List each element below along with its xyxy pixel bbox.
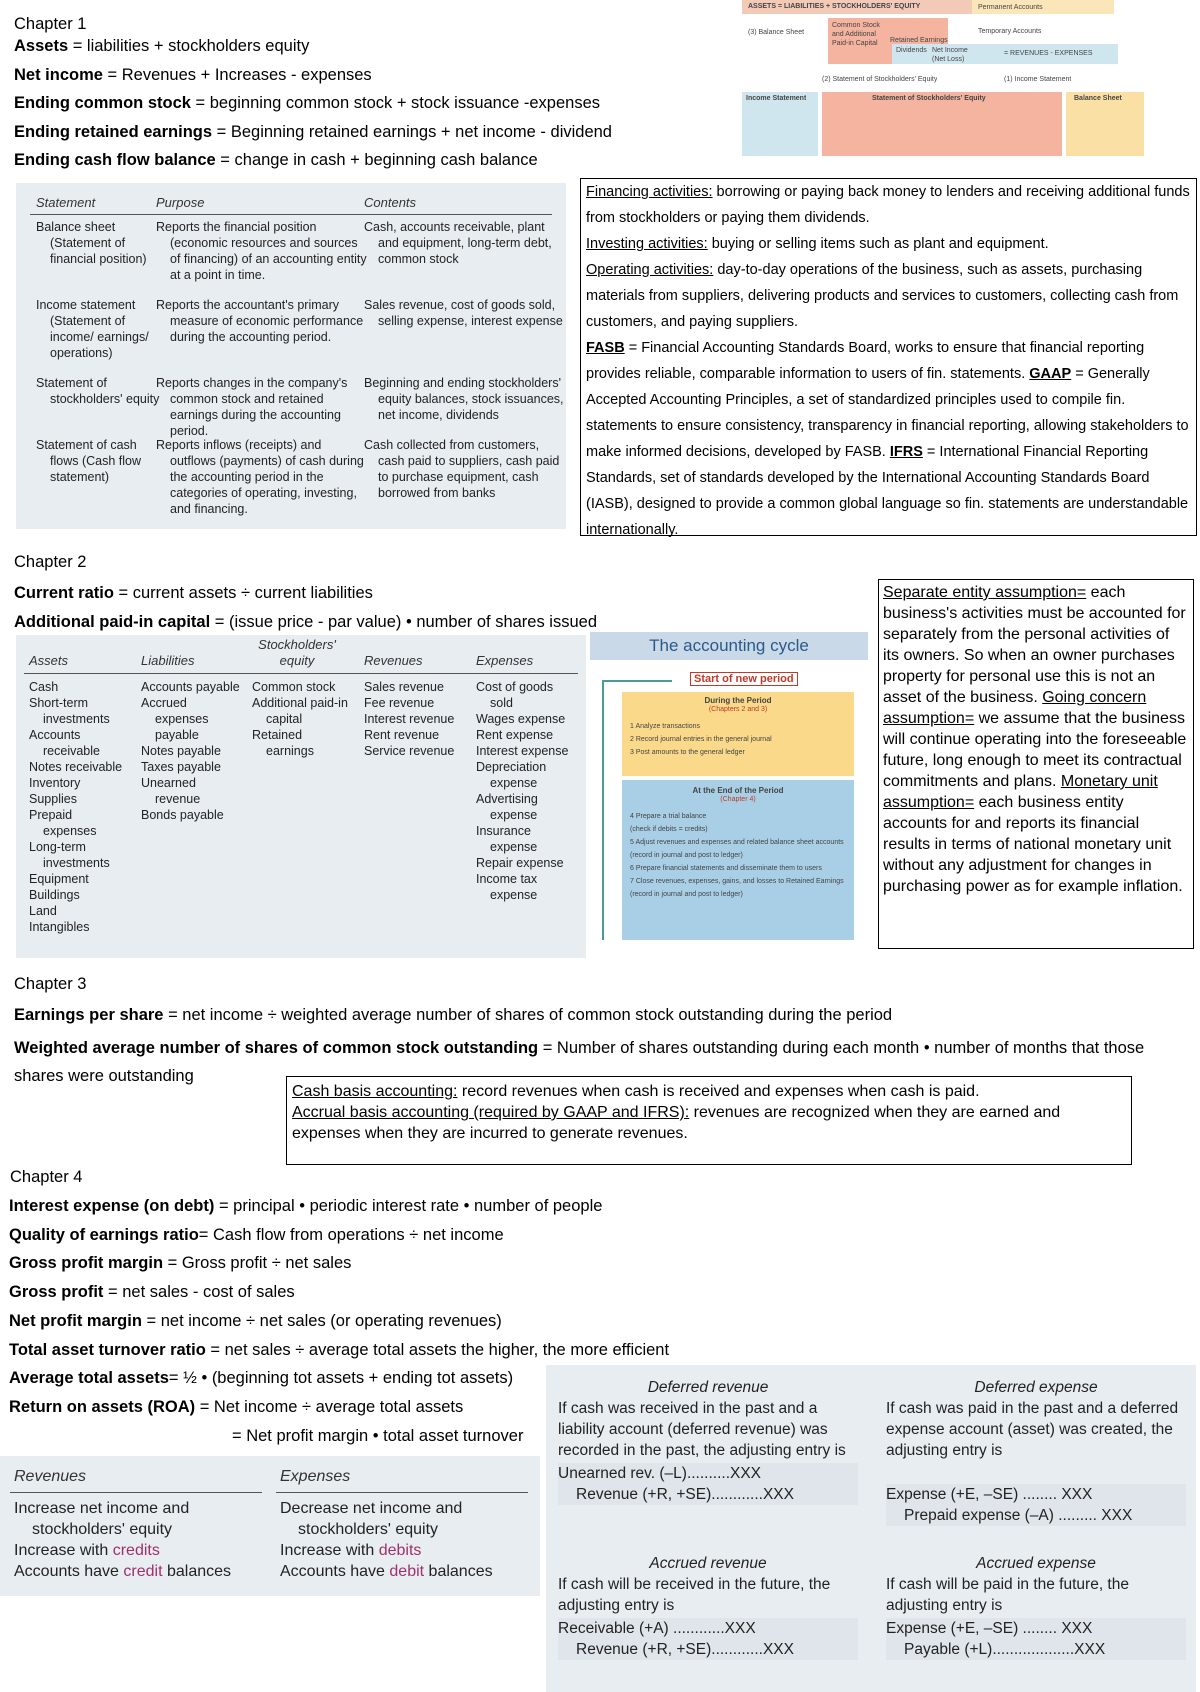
- list-item: Notes receivable: [29, 760, 123, 774]
- table-cell: Cash, accounts receivable, plant and equipment, long-term debt, common stock: [364, 220, 552, 266]
- cycle-steps-1: 1 Analyze transactions 2 Record journal entries in the general journal 3 Post amounts to the general ledger: [630, 723, 772, 756]
- cycle-end-box: At the End of the Period (Chapter 4) 4 Prepare a trial balance (check if debits = credits) 5 Adjust revenues and expenses and related balance sheet accounts (record in journal and post to ledger) 6 Prepare financial statements and disseminate them to users 7 Close revenues, expenses, gains, and losses to Retained Earnings (record in journal and post to ledger): [622, 780, 854, 940]
- list-item: Depreciation expense: [476, 760, 547, 790]
- formula-line: Assets = liabilities + stockholders equity: [14, 37, 310, 55]
- list-item: Buildings: [29, 888, 80, 902]
- deferred-expense-block: Deferred expense If cash was paid in the past and a deferred expense account (asset) was created, the adjusting entry is Expense (+E, –SE) ........ XXX Prepaid expense (–A) ......... XXX: [886, 1377, 1186, 1526]
- separate-entity-term: Separate entity assumption=: [883, 584, 1087, 601]
- diagram-b-se: Statement of Stockholders' Equity: [872, 95, 986, 102]
- gaap-term: GAAP: [1029, 366, 1072, 382]
- revenues-expenses-box: [0, 1456, 540, 1596]
- monetary-unit-term: Monetary unit assumption=: [883, 773, 1158, 811]
- diagram-rev-exp: = REVENUES - EXPENSES: [1004, 50, 1093, 57]
- table-cell: Income statement (Statement of income/ earnings/ operations): [36, 298, 149, 360]
- list-item: Wages expense: [476, 712, 566, 726]
- formula-line: Net income = Revenues + Increases - expenses: [14, 65, 372, 84]
- cycle-steps-2: 4 Prepare a trial balance (check if debits = credits) 5 Adjust revenues and expenses and related balance sheet accounts (record in journal and post to ledger) 6 Prepare financial statements and disseminate them to users 7 Close revenues, expenses, gains, and losses to Retained Earnings (record in journal and post to ledger): [630, 813, 844, 898]
- formula-line: Quality of earnings ratio= Cash flow from operations ÷ net income: [9, 1225, 504, 1244]
- list-item: Bonds payable: [141, 808, 224, 822]
- account-types-table: [16, 635, 586, 958]
- list-item: Supplies: [29, 792, 77, 806]
- account-column-liabilities: [141, 679, 241, 823]
- list-item: Taxes payable: [141, 760, 221, 774]
- formula-line: Total asset turnover ratio = net sales ÷ average total assets the higher, the more efficient: [9, 1340, 670, 1359]
- list-item: Retained earnings: [252, 728, 314, 758]
- accrued-revenue-block: Accrued revenue If cash will be received in the future, the adjusting entry is Receivable (+A) ............XXX Revenue (+R, +SE)............XXX: [558, 1553, 858, 1660]
- table-cell: Sales revenue, cost of goods sold, selling expense, interest expense: [364, 298, 563, 328]
- chapter-4-title: Chapter 4: [10, 1168, 83, 1186]
- diagram-common-stock: Common Stock and Additional Paid-in Capital: [832, 22, 880, 47]
- table-cell: Beginning and ending stockholders' equity balances, stock issuances, net income, dividends: [364, 376, 564, 422]
- diagram-b-bs: Balance Sheet: [1074, 95, 1122, 102]
- table-cell: Cash collected from customers, cash paid to suppliers, cash paid to purchase equipment, cash borrowed from banks: [364, 438, 560, 500]
- list-item: Interest revenue: [364, 712, 455, 726]
- list-item: Short-term investments: [29, 696, 110, 726]
- col-header-revenues: Revenues: [364, 653, 423, 668]
- formula-line: Return on assets (ROA) = Net income ÷ average total assets: [9, 1397, 464, 1416]
- revenues-rules: Increase net income and stockholders' equity Increase with credits Accounts have credit balances: [14, 1500, 232, 1580]
- col-header-assets: Assets: [29, 653, 69, 668]
- account-column-assets: [29, 679, 129, 935]
- list-item: Prepaid expenses: [29, 808, 97, 838]
- table-cell: Reports inflows (receipts) and outflows (payments) of cash during the accounting period in the categories of operating, investing, and financing.: [156, 438, 364, 516]
- col-header-statement: Statement: [36, 195, 96, 210]
- list-item: Rent revenue: [364, 728, 440, 742]
- account-column-expenses: [476, 679, 576, 903]
- formula-line: Ending cash flow balance = change in cash + beginning cash balance: [14, 151, 538, 169]
- activities-definitions-box: Financing activities: borrowing or paying back money to lenders and receiving additional funds from stockholders or paying them dividends. Investing activities: buying or selling items such as plant and equipment. Operating activities: day-to-day operations of the business, such as assets, purchasing materials from suppliers, delivering products and services to customers, collecting cash from customers, and paying suppliers. FASB = Financial Accounting Standards Board, works to ensure that financial reporting provides reliable, comparable information to users of fin. statements. GAAP = Generally Accepted Accounting Principles, a set of standardized principles used to compile fin. statements to ensure consistency, transparency in financial reporting, allowing stakeholders to make informed decisions, developed by FASB. IFRS = International Financial Reporting Standards, set of standards developed by the International Accounting Standards Board (IASB), designed to provide a common global language so fin. statements are understandable internationally.: [580, 178, 1197, 536]
- account-column-equity: [252, 679, 352, 759]
- account-column-revenues: [364, 679, 464, 759]
- diagram-retained-earnings: Retained Earnings: [890, 37, 948, 44]
- cycle-start: Start of new period: [690, 672, 798, 686]
- list-item: Long-term investments: [29, 840, 110, 870]
- roa-second-line: = Net profit margin • total asset turnover: [232, 1427, 524, 1445]
- diagram-permanent: Permanent Accounts: [978, 4, 1043, 11]
- financial-statements-diagram: [742, 0, 1146, 162]
- diagram-equation: ASSETS = LIABILITIES + STOCKHOLDERS' EQUITY: [748, 3, 921, 10]
- list-item: Service revenue: [364, 744, 455, 758]
- fasb-term: FASB: [586, 340, 625, 356]
- formula-line: Additional paid-in capital = (issue price - par value) • number of shares issued: [14, 612, 597, 631]
- col-header-contents: Contents: [364, 195, 417, 210]
- col-header-purpose: Purpose: [156, 195, 205, 210]
- formula-line: Current ratio = current assets ÷ current liabilities: [14, 584, 373, 602]
- formula-line: Average total assets= ½ • (beginning tot assets + ending tot assets): [9, 1369, 514, 1388]
- list-item: Fee revenue: [364, 696, 435, 710]
- eps-formula: Earnings per share = net income ÷ weighted average number of shares of common stock outstanding during the period: [14, 1006, 893, 1024]
- formula-line: Net profit margin = net income ÷ net sales (or operating revenues): [9, 1311, 502, 1330]
- list-item: Rent expense: [476, 728, 554, 742]
- ifrs-term: IFRS: [889, 444, 923, 460]
- list-item: Sales revenue: [364, 680, 444, 694]
- list-item: Accounts receivable: [29, 728, 100, 758]
- table-cell: Balance sheet (Statement of financial position): [36, 220, 147, 266]
- list-item: Advertising expense: [476, 792, 538, 822]
- list-item: Inventory: [29, 776, 81, 790]
- financing-term: Financing activities:: [586, 184, 713, 200]
- list-item: Interest expense: [476, 744, 569, 758]
- accounting-cycle-diagram: [590, 632, 868, 952]
- exp-title: Expenses: [280, 1468, 351, 1485]
- cash-vs-accrual-box: Cash basis accounting: record revenues when cash is received and expenses when cash is paid. Accrual basis accounting (required by GAAP and IFRS): revenues are recognized when they are earned and expenses when they are incurred to generate revenues.: [286, 1076, 1132, 1165]
- diagram-net-income: Net Income (Net Loss): [932, 47, 968, 63]
- list-item: Income tax expense: [476, 872, 538, 902]
- formula-line: Ending retained earnings = Beginning retained earnings + net income - dividend: [14, 122, 612, 141]
- formula-line: Gross profit = net sales - cost of sales: [9, 1283, 295, 1302]
- list-item: Insurance expense: [476, 824, 538, 854]
- table-cell: Statement of stockholders' equity: [36, 376, 160, 406]
- list-item: Repair expense: [476, 856, 564, 870]
- list-item: Accounts payable: [141, 680, 240, 694]
- investing-term: Investing activities:: [586, 236, 708, 252]
- diagram-temporary: Temporary Accounts: [978, 28, 1042, 35]
- col-header-expenses: Expenses: [476, 653, 534, 668]
- diagram-dividends: Dividends: [896, 47, 927, 54]
- chapter-2-title: Chapter 2: [14, 553, 87, 571]
- formula-line: Ending common stock = beginning common stock + stock issuance -expenses: [14, 94, 600, 112]
- diagram-b-is: Income Statement: [746, 95, 807, 102]
- rev-title: Revenues: [14, 1468, 87, 1485]
- going-concern-term: Going concern assumption=: [883, 689, 1147, 727]
- accrual-basis-term: Accrual basis accounting (required by GAAP and IFRS):: [292, 1104, 690, 1121]
- formula-line: Interest expense (on debt) = principal • periodic interest rate • number of people: [9, 1197, 603, 1215]
- list-item: Intangibles: [29, 920, 90, 934]
- cash-basis-term: Cash basis accounting:: [292, 1083, 458, 1100]
- operating-term: Operating activities:: [586, 262, 714, 278]
- list-item: Equipment: [29, 872, 89, 886]
- diagram-se-label: (2) Statement of Stockholders' Equity: [822, 76, 938, 83]
- col-header-liabilities: Liabilities: [141, 653, 195, 668]
- list-item: Cost of goods sold: [476, 680, 554, 710]
- formula-line: Gross profit margin = Gross profit ÷ net sales: [9, 1254, 352, 1273]
- cycle-during-box: During the Period (Chapters 2 and 3) 1 Analyze transactions 2 Record journal entries in the general journal 3 Post amounts to the general ledger: [622, 692, 854, 776]
- list-item: Land: [29, 904, 57, 918]
- list-item: Common stock: [252, 680, 336, 694]
- list-item: Additional paid-in capital: [252, 696, 348, 726]
- table-cell: Reports the accountant's primary measure of economic performance during the accounting period.: [156, 298, 364, 344]
- cycle-title: The accounting cycle: [649, 636, 809, 655]
- financial-statements-table: [16, 183, 566, 529]
- table-cell: Reports the financial position (economic resources and sources of financing) of an accounting entity at a point in time.: [156, 220, 367, 282]
- deferred-revenue-block: Deferred revenue If cash was received in the past and a liability account (deferred revenue) was recorded in the past, the adjusting entry is Unearned rev. (–L)..........XXX Revenue (+R, +SE)............XXX: [558, 1377, 858, 1505]
- list-item: Unearned revenue: [141, 776, 201, 806]
- list-item: Accrued expenses payable: [141, 696, 209, 742]
- table-cell: Reports changes in the company's common stock and retained earnings during the accounting period.: [156, 376, 348, 438]
- chapter-1-title: Chapter 1: [14, 15, 87, 33]
- adjusting-entries-panel: [546, 1365, 1196, 1692]
- table-cell: Statement of cash flows (Cash flow statement): [36, 438, 141, 484]
- weighted-average-formula: Weighted average number of shares of common stock outstanding = Number of shares outstanding during each month • number of months that those shares were outstanding: [14, 1039, 1145, 1085]
- expenses-rules: Decrease net income and stockholders' equity Increase with debits Accounts have debit balances: [280, 1500, 493, 1580]
- list-item: Notes payable: [141, 744, 221, 758]
- assumptions-box: Separate entity assumption= each business's activities must be accounted for separately from the personal activities of its owners. So when an owner purchases property for personal use this is not an asset of the business. Going concern assumption= we assume that the business will continue operating into the foreseeable future, long enough to meet its contractual commitments and plans. Monetary unit assumption= each business entity accounts for and reports its financial results in terms of national monetary unit without any adjustment for changes in purchasing power as for example inflation.: [878, 579, 1194, 949]
- accrued-expense-block: Accrued expense If cash will be paid in the future, the adjusting entry is Expense (+E, –SE) ........ XXX Payable (+L)...................XXX: [886, 1553, 1186, 1660]
- diagram-balance-sheet: (3) Balance Sheet: [748, 29, 805, 36]
- col-header-equity: Stockholders' equity: [258, 637, 336, 668]
- diagram-is-label: (1) Income Statement: [1004, 76, 1072, 83]
- chapter-3-title: Chapter 3: [14, 975, 87, 993]
- list-item: Cash: [29, 680, 59, 694]
